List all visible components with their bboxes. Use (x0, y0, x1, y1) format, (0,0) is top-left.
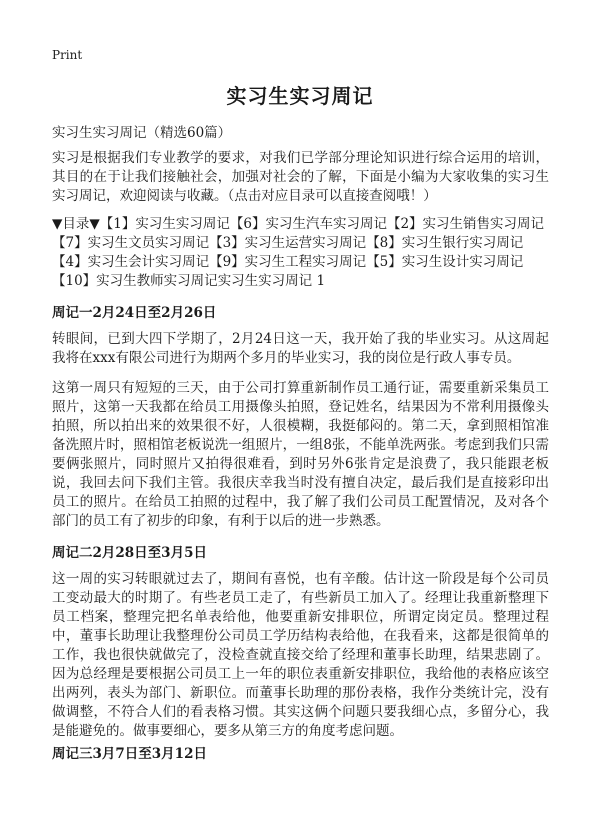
week-2-paragraph-1: 这一周的实习转眼就过去了，期间有喜悦，也有辛酸。估计这一阶段是每个公司员工变动最大的时期了。有些老员工走了，有些新员工加入了。经理让我重新整理下员工档案，整理完把名单表给他，他要重新安排职位，所谓定岗定员。整理过程中，董事长助理让我整理份公司员工学历结构表给他，在我看来，这都是很简单的工作，我也很快就做完了，没检查就直接交给了经理和董事长助理，结果悲剧了。因为总经理是要根据公司员工上一年的职位表重新安排职位，我给他的表格应该空出两列，表头为部门、新职位。而董事长助理的那份表格，我作分类统计完，没有做调整，不符合人们的看表格习惯。其实这俩个问题只要我细心点，多留分心，我是能避免的。做事要细心，要多从第三方的角度考虑问题。 (52, 571, 549, 739)
toc-item-8[interactable]: 【8】实习生银行实习周记 (366, 235, 524, 251)
section-heading-week-3: 周记三3月7日至3月12日 (52, 746, 207, 762)
toc-item-5[interactable]: 【5】实习生设计实习周记 (366, 254, 524, 270)
toc-item-9[interactable]: 【9】实习生工程实习周记 (209, 254, 367, 270)
document-subtitle: 实习生实习周记（精选60篇） (52, 125, 232, 141)
toc-item-6[interactable]: 【6】实习生汽车实习周记 (229, 216, 387, 232)
week-1-paragraph-1: 转眼间，已到大四下学期了，2月24日这一天，我开始了我的毕业实习。从这周起我将在xxx有限公司进行为期两个多月的毕业实习，我的岗位是行政人事专员。 (52, 331, 549, 366)
toc-item-4[interactable]: 【4】实习生会计实习周记 (52, 254, 210, 270)
toc-item-7[interactable]: 【7】实习生文员实习周记 (52, 235, 210, 251)
toc-item-10[interactable]: 【10】实习生教师实习周记 (52, 273, 218, 289)
week-1-paragraph-2: 这第一周只有短短的三天，由于公司打算重新制作员工通行证，需要重新采集员工照片，这第一天我都在给员工用摄像头拍照，登记姓名，结果因为不常利用摄像头拍照，所以拍出来的效果很不好，人很模糊，我挺郁闷的。第二天，拿到照相馆准备洗照片时，照相馆老板说洗一组照片，一组8张，不能单洗两张。考虑到我们只需要俩张照片，同时照片又拍得很难看，到时另外6张肯定是浪费了，我只能跟老板说，我回去问下我们主管。我很庆幸我当时没有擅自决定，最后我们是直接彩印出员工的照片。在给员工拍照的过程中，我了解了我们公司员工配置情况，及对各个部门的员工有了初步的印象，有利于以后的进一步熟悉。 (52, 380, 549, 529)
toc-suffix: 实习生实习周记 1 (217, 273, 326, 289)
intro-paragraph: 实习是根据我们专业教学的要求，对我们已学部分理论知识进行综合运用的培训，其目的在于让我们接触社会，加强对社会的了解，下面是小编为大家收集的实习生实习周记，欢迎阅读与收藏。（点击对应目录可以直接查阅哦！） (52, 150, 549, 204)
toc-prefix: ▼目录▼ (52, 216, 100, 232)
page-title: 实习生实习周记 (226, 84, 374, 108)
toc-item-1[interactable]: 【1】实习生实习周记 (99, 216, 230, 232)
toc-item-3[interactable]: 【3】实习生运营实习周记 (209, 235, 367, 251)
print-link[interactable]: Print (52, 48, 83, 62)
table-of-contents (52, 215, 552, 291)
toc-item-2[interactable]: 【2】实习生销售实习周记 (386, 216, 545, 232)
section-heading-week-2: 周记二2月28日至3月5日 (52, 545, 207, 561)
section-heading-week-1: 周记一2月24日至2月26日 (52, 305, 217, 321)
